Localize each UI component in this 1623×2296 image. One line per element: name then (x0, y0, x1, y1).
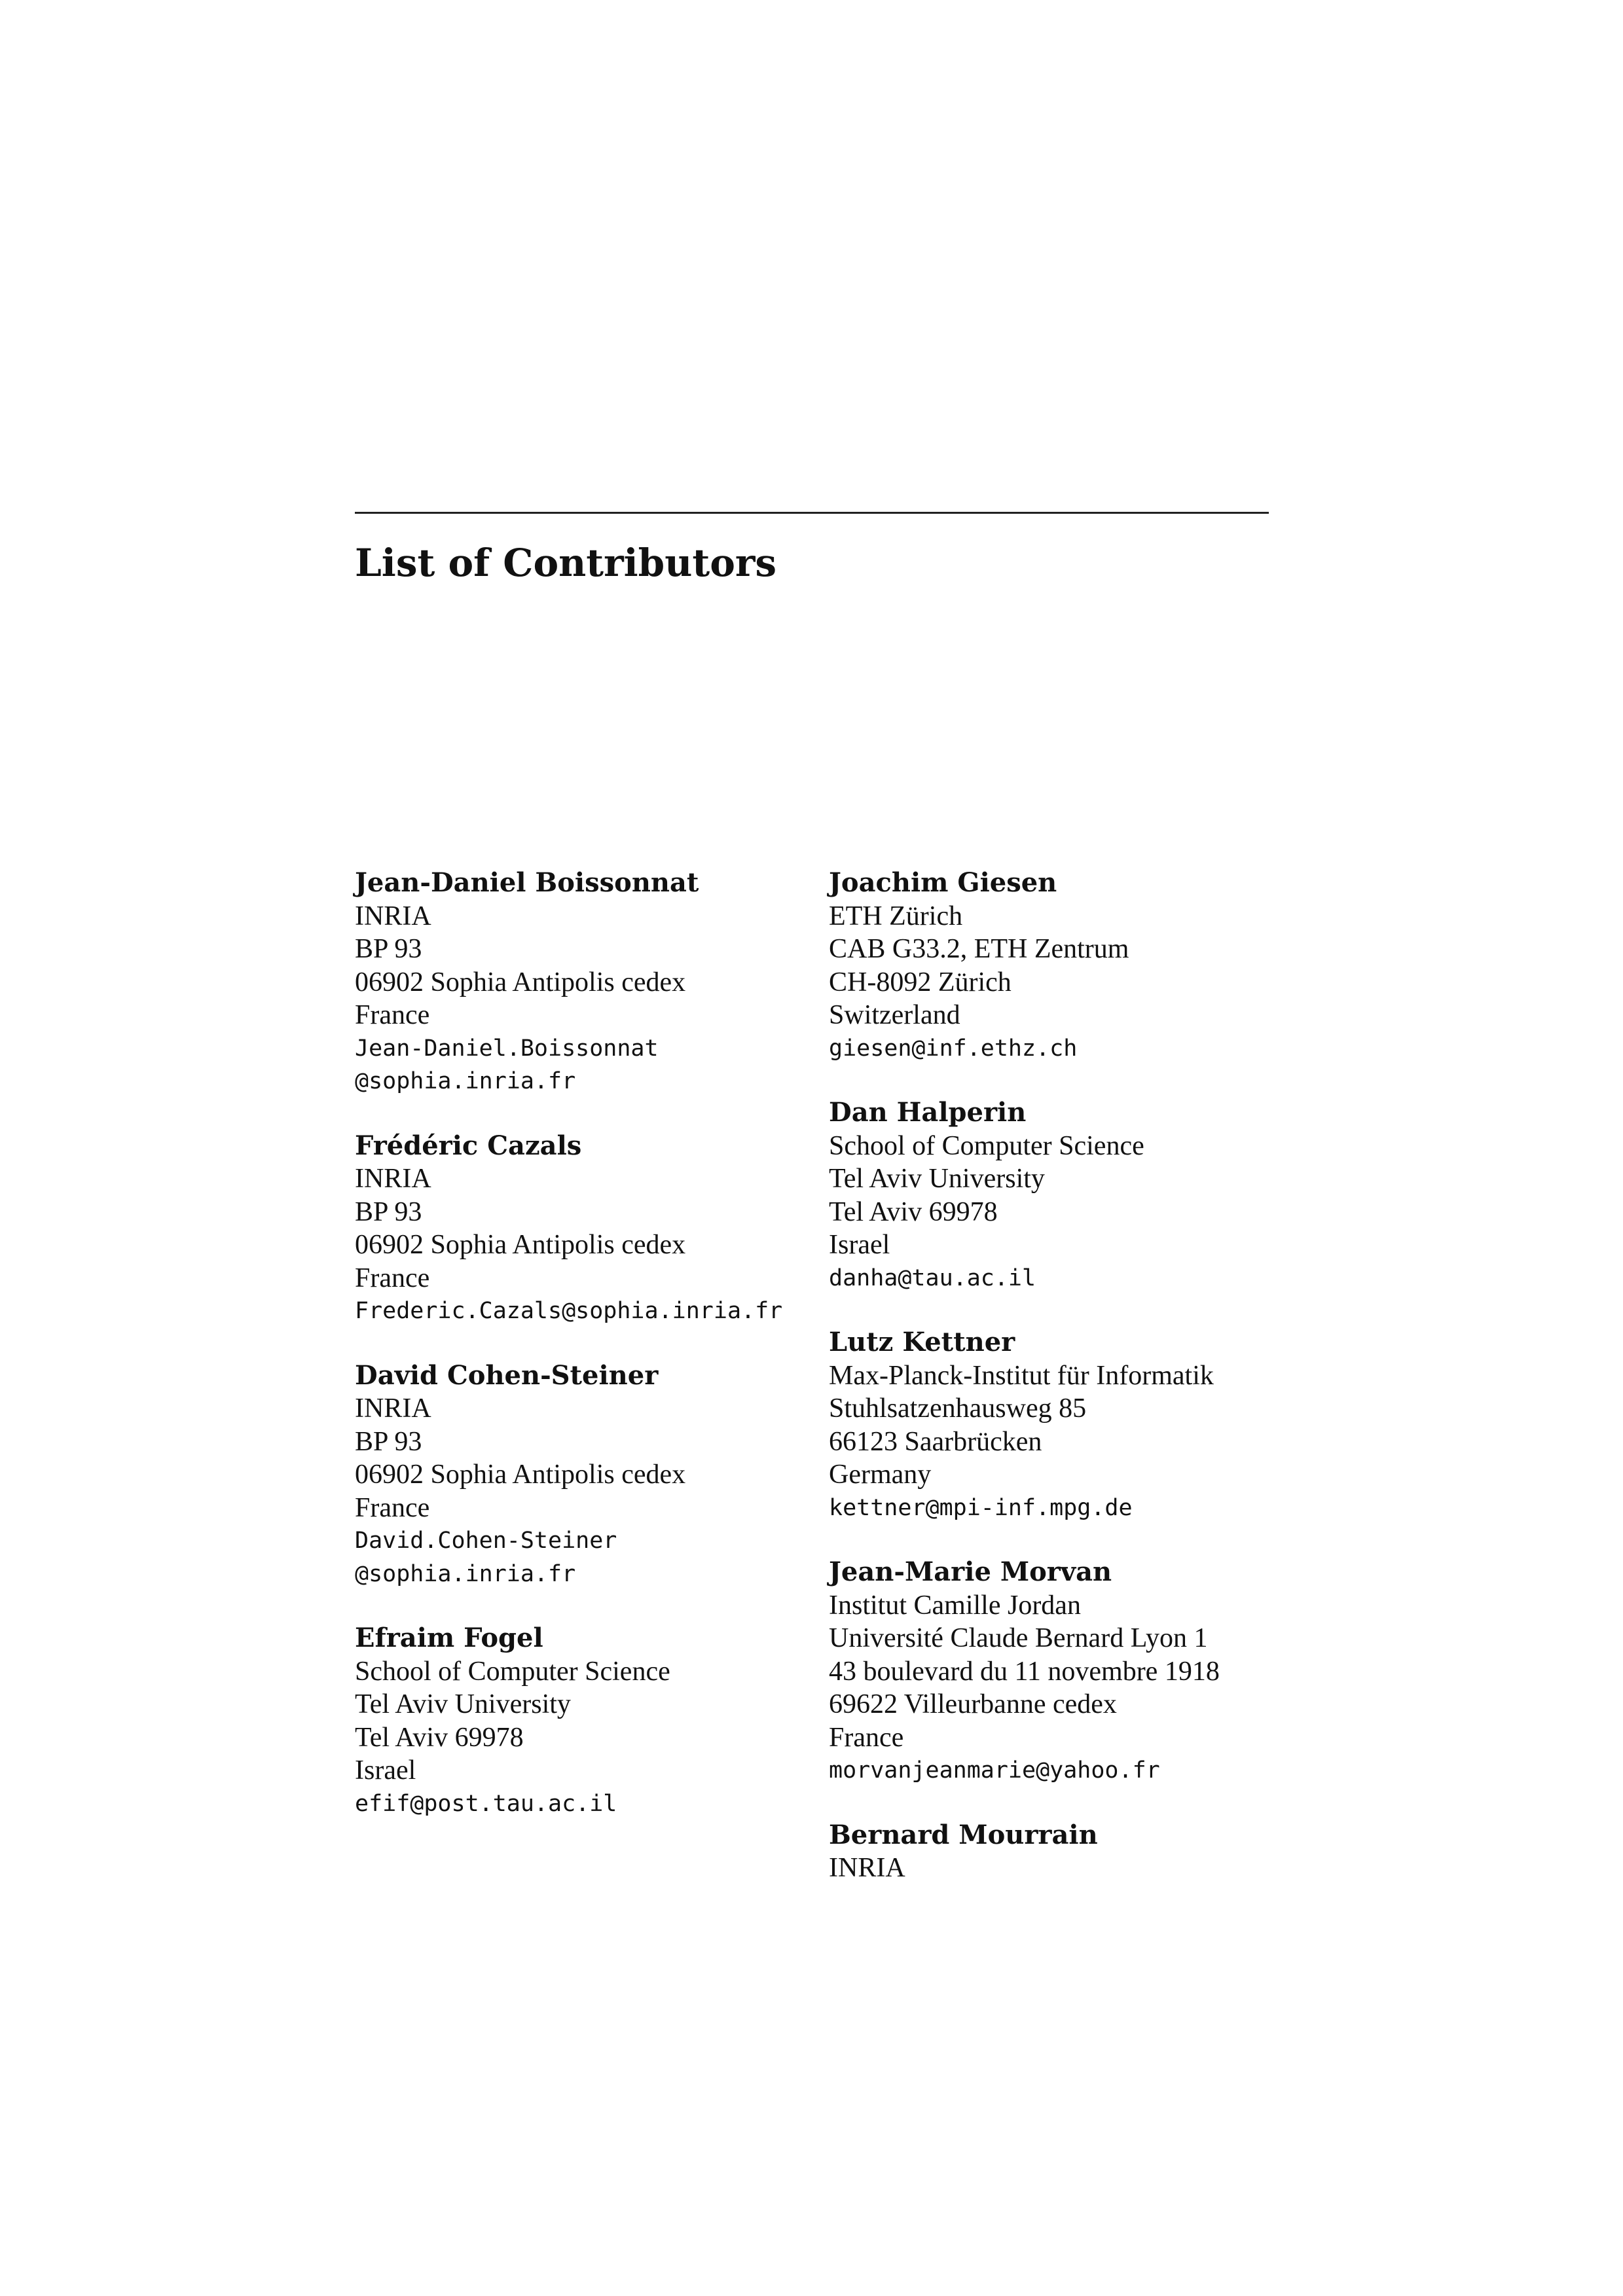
contributor-lutz-kettner (829, 1326, 1287, 1524)
contributor-address-line: Université Claude Bernard Lyon 1 (829, 1623, 1208, 1653)
contributor-address-line: BP 93 (355, 1426, 422, 1457)
contributor-address-line: ETH Zürich (829, 901, 963, 931)
contributor-name: Jean-Daniel Boissonnat (355, 867, 699, 898)
contributor-email[interactable]: morvanjeanmarie@yahoo.fr (829, 1757, 1160, 1784)
contributor-joachim-giesen (829, 867, 1287, 1065)
contributor-email[interactable]: danha@tau.ac.il (829, 1265, 1036, 1291)
contributor-efraim-fogel (355, 1622, 813, 1820)
contributor-address-line: INRIA (355, 1164, 431, 1194)
contributor-address-line: France (355, 1263, 430, 1293)
contributor-address-line: 06902 Sophia Antipolis cedex (355, 967, 686, 997)
contributor-address-line: INRIA (355, 901, 431, 931)
contributor-address-line: INRIA (829, 1853, 905, 1883)
contributor-name: Joachim Giesen (829, 867, 1057, 898)
contributor-address-line: CAB G33.2, ETH Zentrum (829, 934, 1129, 964)
contributor-name: Efraim Fogel (355, 1623, 543, 1653)
contributor-address-line: 43 boulevard du 11 novembre 1918 (829, 1656, 1220, 1687)
contributor-address-line: BP 93 (355, 1196, 422, 1227)
contributor-address-line: Stuhlsatzenhausweg 85 (829, 1393, 1087, 1424)
contributor-name: Frédéric Cazals (355, 1130, 582, 1161)
contributor-address-line: Institut Camille Jordan (829, 1590, 1081, 1621)
contributor-address-line: INRIA (355, 1393, 431, 1424)
contributor-email[interactable]: @sophia.inria.fr (355, 1068, 576, 1094)
contributor-address-line: School of Computer Science (355, 1656, 670, 1687)
contributor-address-line: Tel Aviv 69978 (355, 1722, 524, 1753)
contributor-email[interactable]: efif@post.tau.ac.il (355, 1790, 617, 1817)
contributor-address-line: Tel Aviv University (829, 1164, 1045, 1194)
contributors-column-left (355, 867, 813, 1852)
contributor-email[interactable]: kettner@mpi-inf.mpg.de (829, 1494, 1133, 1521)
contributor-address-line: Max-Planck-Institut für Informatik (829, 1360, 1214, 1391)
contributor-address-line: 06902 Sophia Antipolis cedex (355, 1460, 686, 1490)
page-title: List of Contributors (355, 541, 777, 585)
contributor-address-line: Switzerland (829, 1000, 960, 1030)
contributor-address-line: Tel Aviv 69978 (829, 1196, 998, 1227)
contributor-address-line: School of Computer Science (829, 1130, 1144, 1161)
contributor-address-line: CH-8092 Zürich (829, 967, 1012, 997)
contributor-address-line: 06902 Sophia Antipolis cedex (355, 1230, 686, 1260)
contributor-address-line: France (355, 1492, 430, 1523)
contributor-email[interactable]: @sophia.inria.fr (355, 1560, 576, 1587)
contributor-name: Jean-Marie Morvan (829, 1556, 1112, 1587)
contributor-address-line: France (355, 1000, 430, 1030)
contributor-name: Dan Halperin (829, 1097, 1027, 1128)
contributor-dan-halperin (829, 1096, 1287, 1295)
contributor-email[interactable]: David.Cohen-Steiner (355, 1528, 617, 1554)
contributor-name: Lutz Kettner (829, 1327, 1015, 1357)
contributor-jean-marie-morvan (829, 1556, 1287, 1787)
contributor-address-line: Germany (829, 1460, 932, 1490)
contributor-email[interactable]: Frederic.Cazals@sophia.inria.fr (355, 1298, 783, 1324)
contributor-frederic-cazals (355, 1130, 813, 1328)
contributor-email[interactable]: giesen@inf.ethz.ch (829, 1035, 1078, 1062)
contributor-name: Bernard Mourrain (829, 1819, 1098, 1850)
contributor-address-line: 66123 Saarbrücken (829, 1426, 1042, 1457)
contributor-address-line: Israel (829, 1230, 890, 1260)
contributor-bernard-mourrain (829, 1819, 1287, 1885)
contributor-email[interactable]: Jean-Daniel.Boissonnat (355, 1035, 659, 1062)
contributor-address-line: Tel Aviv University (355, 1689, 571, 1719)
contributor-address-line: 69622 Villeurbanne cedex (829, 1689, 1117, 1719)
contributor-david-cohen-steiner (355, 1359, 813, 1591)
title-rule (355, 512, 1269, 514)
contributors-column-right (829, 867, 1287, 1916)
contributor-jean-daniel-boissonnat (355, 867, 813, 1098)
contributor-address-line: France (829, 1722, 904, 1753)
contributor-address-line: Israel (355, 1755, 416, 1785)
contributor-name: David Cohen-Steiner (355, 1359, 659, 1391)
contributor-address-line: BP 93 (355, 934, 422, 964)
